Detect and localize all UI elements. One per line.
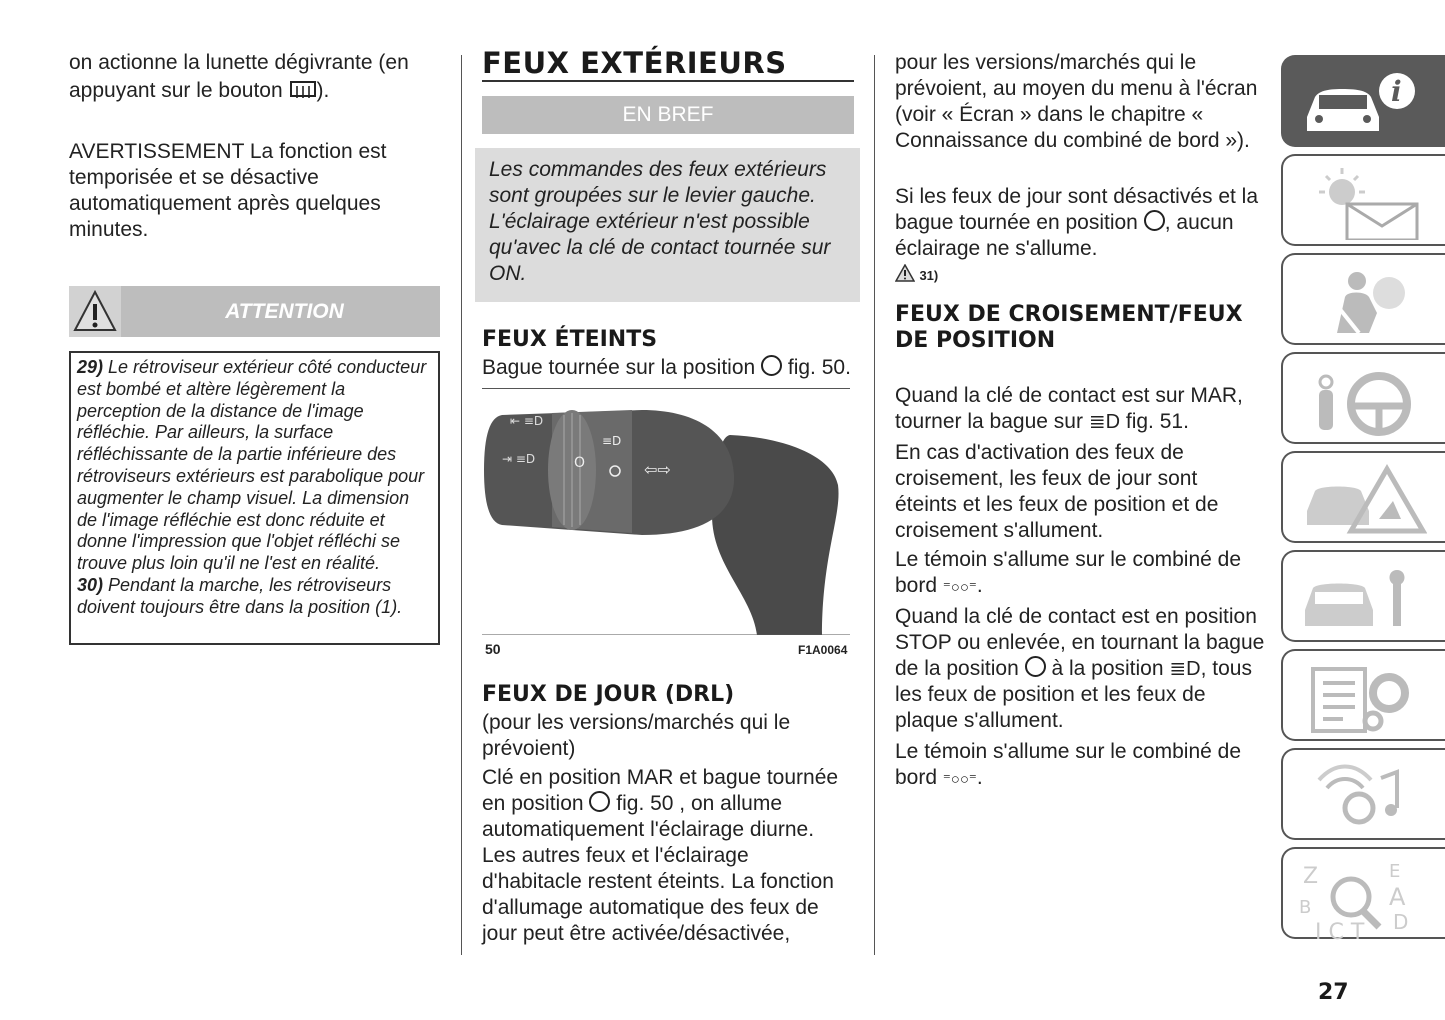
right-paragraph-5-period: . bbox=[976, 574, 983, 597]
intro-line-2-end: ). bbox=[316, 79, 330, 102]
figure-top-rule bbox=[482, 388, 850, 389]
reference-31-label: 31) bbox=[919, 268, 939, 283]
column-divider-1 bbox=[461, 55, 462, 955]
tab-emergency[interactable] bbox=[1281, 451, 1445, 543]
light-lever-figure bbox=[482, 395, 850, 635]
tab-maintenance[interactable] bbox=[1281, 550, 1445, 642]
emergency-icon bbox=[1297, 461, 1427, 537]
en-bref-label: EN BREF bbox=[622, 103, 714, 126]
svg-text:O: O bbox=[574, 455, 586, 471]
right-paragraph-2-b: , aucun éclairage ne s'allume. bbox=[895, 211, 1234, 260]
off-position-icon bbox=[761, 355, 782, 376]
multimedia-icon bbox=[1297, 758, 1427, 834]
small-warning-icon bbox=[895, 264, 915, 282]
svg-text:⇤ ≡D: ⇤ ≡D bbox=[510, 414, 544, 428]
right-paragraph-6-a: Quand la clé de contact est en position STOP ou enlevée, en tournant la bague de la position bbox=[895, 605, 1265, 680]
warning-paragraph: AVERTISSEMENT La fonction est temporisée et se désactive automatiquement après quelques minutes. bbox=[69, 140, 387, 241]
safety-icon bbox=[1297, 263, 1427, 339]
svg-text:⇥ ≡D: ⇥ ≡D bbox=[502, 452, 536, 466]
off-text bbox=[482, 355, 862, 381]
svg-text:i: i bbox=[1391, 75, 1402, 108]
section-title: FEUX EXTÉRIEURS bbox=[482, 46, 787, 80]
rear-defrost-icon bbox=[289, 80, 317, 100]
car-info-icon bbox=[1297, 65, 1427, 141]
note-29-number: 29) bbox=[77, 357, 104, 377]
technical-data-icon bbox=[1297, 659, 1427, 735]
note-30-number: 30) bbox=[77, 574, 104, 595]
tab-safety[interactable] bbox=[1281, 253, 1445, 345]
off-ring-icon-2 bbox=[1025, 656, 1046, 677]
right-paragraph-2-a: Si les feux de jour sont désactivés et la bague tournée en position bbox=[895, 185, 1259, 234]
off-ring-icon bbox=[1144, 210, 1165, 231]
svg-text:B: B bbox=[1299, 897, 1312, 918]
svg-text:⇦⇨: ⇦⇨ bbox=[644, 460, 671, 479]
svg-text:E: E bbox=[1389, 861, 1401, 882]
page-number: 27 bbox=[1318, 980, 1349, 1005]
note-29-text: Le rétroviseur extérieur côté conducteur est bombé et altère légèrement la perception de la distance de l'image réfléchie. Par ailleurs, la surface réfléchissante de la partie inférieure des rétroviseurs extérieurs est parabolique pour augmenter le champ visuel. La dimension de l'image réfléchie est donc réduite et donne l'impression que l'objet réfléchi se trouve plus loin qu'il ne l'est en réalité. bbox=[77, 357, 427, 574]
summary-box bbox=[475, 148, 860, 302]
drl-paragraph-2-b: fig. 50 , on allume automatiquement l'éclairage diurne. Les autres feux et l'éclairage d'habitacle restent éteints. La fonction d'allumage automatique des feux de jour peut être activée/désactivée, bbox=[482, 792, 834, 945]
right-paragraph-7-text: Le témoin s'allume sur le combiné de bord bbox=[895, 740, 1242, 789]
drl-paragraph-1: (pour les versions/marchés qui le prévoient) bbox=[482, 711, 791, 760]
right-paragraph-5-text: Le témoin s'allume sur le combiné de bord bbox=[895, 548, 1242, 597]
right-paragraph-7-period: . bbox=[976, 766, 983, 789]
tab-start-driving[interactable] bbox=[1281, 352, 1445, 444]
maintenance-icon bbox=[1297, 560, 1427, 636]
low-beam-icon: ≣D bbox=[1088, 411, 1121, 433]
tab-multimedia[interactable] bbox=[1281, 748, 1445, 840]
tab-technical-data[interactable] bbox=[1281, 649, 1445, 741]
intro-line-2 bbox=[69, 78, 441, 104]
note-29 bbox=[71, 353, 438, 623]
right-paragraph-3-b: fig. 51. bbox=[1125, 410, 1189, 433]
right-paragraph-6 bbox=[895, 604, 1270, 734]
svg-text:I C T: I C T bbox=[1315, 920, 1365, 941]
figure-number: 50 bbox=[485, 641, 501, 657]
attention-label: ATTENTION bbox=[225, 300, 344, 323]
tab-index[interactable] bbox=[1281, 847, 1445, 939]
right-paragraph-1: pour les versions/marchés qui le prévoient, au moyen du menu à l'écran (voir « Écran » dans le chapitre « Connaissance du combiné de bord »). bbox=[895, 51, 1258, 152]
svg-text:Z: Z bbox=[1303, 864, 1319, 889]
drl-paragraph-2 bbox=[482, 765, 842, 947]
intro-line-1: on actionne la lunette dégivrante (en bbox=[69, 51, 409, 74]
title-rule bbox=[482, 80, 854, 82]
off-text-a: Bague tournée sur la position bbox=[482, 356, 756, 379]
figure-code: F1A0064 bbox=[798, 643, 848, 657]
right-paragraph-7 bbox=[895, 739, 1260, 793]
note-30-text: Pendant la marche, les rétroviseurs doivent toujours être dans la position (1). bbox=[77, 574, 403, 617]
right-paragraph-5 bbox=[895, 547, 1260, 601]
off-text-b: fig. 50. bbox=[787, 356, 851, 379]
drl-position-icon bbox=[589, 791, 610, 812]
en-bref-bar bbox=[482, 96, 854, 134]
right-paragraph-3 bbox=[895, 383, 1260, 435]
svg-text:A: A bbox=[1389, 883, 1406, 911]
attention-bar bbox=[69, 286, 440, 337]
attention-notes-box bbox=[69, 351, 440, 645]
column-divider-2 bbox=[874, 55, 875, 955]
start-driving-icon bbox=[1297, 362, 1427, 438]
right-paragraph-4: En cas d'activation des feux de croisement, les feux de jour sont éteints et les feux de position et de croisement s'allument. bbox=[895, 441, 1219, 542]
reference-31 bbox=[895, 264, 938, 285]
position-lights-icon-2: ⁼○○⁼ bbox=[942, 771, 977, 788]
low-beam-icon-2: ≣D bbox=[1169, 658, 1201, 680]
svg-text:D: D bbox=[1393, 910, 1409, 934]
low-beam-heading: FEUX DE CROISEMENT/FEUX DE POSITION bbox=[895, 302, 1243, 353]
right-paragraph-3-a: Quand la clé de contact est sur MAR, tourner la bague sur bbox=[895, 384, 1243, 433]
index-icon bbox=[1297, 857, 1427, 941]
intro-line-2-text: appuyant sur le bouton bbox=[69, 79, 283, 102]
summary-text: Les commandes des feux extérieurs sont groupées sur le levier gauche. L'éclairage extérieur n'est possible qu'avec la clé de contact tournée sur ON. bbox=[489, 158, 831, 285]
tab-warning-lights[interactable] bbox=[1281, 154, 1445, 246]
drl-paragraph-2-a: Clé en position MAR et bague tournée en position bbox=[482, 766, 839, 815]
tab-car-info[interactable] bbox=[1281, 55, 1445, 147]
drl-heading: FEUX DE JOUR (DRL) bbox=[482, 682, 735, 707]
position-lights-icon: ⁼○○⁼ bbox=[942, 579, 977, 596]
right-paragraph-6-c: , tous les feux de position et les feux de plaque s'allument. bbox=[895, 657, 1252, 732]
right-paragraph-6-b: à la position bbox=[1051, 657, 1164, 680]
right-paragraph-2 bbox=[895, 184, 1265, 262]
warning-triangle-icon bbox=[69, 286, 121, 337]
svg-text:≡D: ≡D bbox=[602, 434, 622, 448]
off-heading: FEUX ÉTEINTS bbox=[482, 327, 658, 352]
warning-lights-icon bbox=[1297, 164, 1427, 240]
